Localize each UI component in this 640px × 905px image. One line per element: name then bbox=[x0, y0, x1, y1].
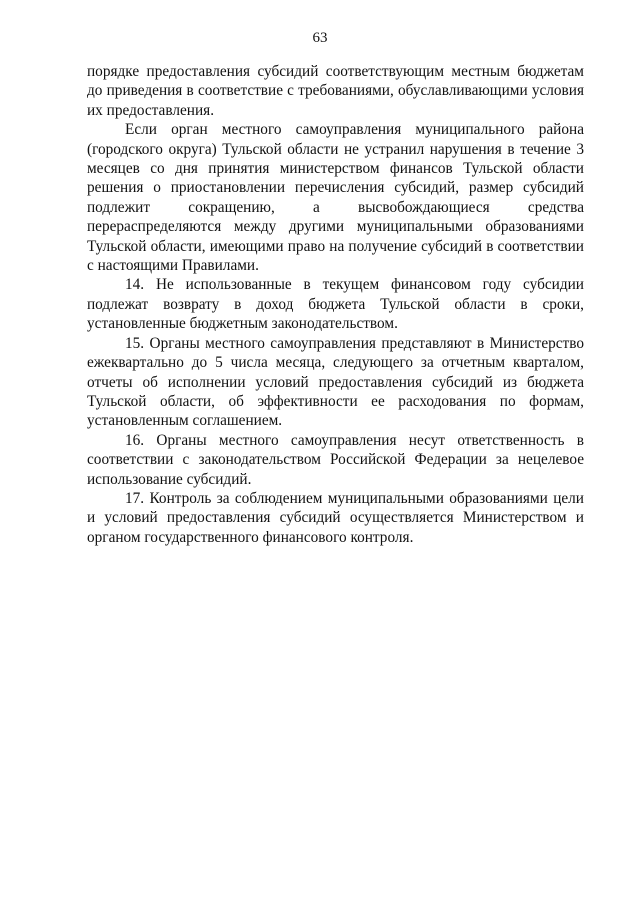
page-number: 63 bbox=[312, 30, 328, 46]
document-body bbox=[87, 62, 584, 547]
paragraph-item-17: 17. Контроль за соблюдением муниципальными образованиями цели и условий предоставления субсидий осуществляется Министерством и органом государственного финансового контроля. bbox=[87, 489, 584, 546]
paragraph-continuation: порядке предоставления субсидий соответствующим местным бюджетам до приведения в соответствие с требованиями, обуславливающими условия их предоставления. bbox=[87, 63, 584, 119]
paragraph-item-15: 15. Органы местного самоуправления представляют в Министерство ежеквартально до 5 числа месяца, следующего за отчетным кварталом, отчеты об исполнении условий предоставления субсидий из бюджета Тульской области, об эффективности ее расходования по формам, установленным соглашением. bbox=[87, 334, 584, 430]
paragraph-item-16: 16. Органы местного самоуправления несут ответственность в соответствии с законодательством Российской Федерации за нецелевое использование субсидий. bbox=[87, 431, 584, 488]
paragraph-item-14: 14. Не использованные в текущем финансовом году субсидии подлежат возврату в доход бюджета Тульской области в сроки, установленные бюджетным законодательством. bbox=[87, 276, 584, 333]
paragraph-violation-reallocation: Если орган местного самоуправления муниципального района (городского округа) Тульской области не устранил нарушения в течение 3 месяцев со дня принятия министерством финансов Тульской области решения о приостановлении перечисления субсидий, размер субсидий подлежит сокращению, а высвобождающиеся средства перераспределяются между другими муниципальными образованиями Тульской области, имеющими право на получение субсидий в соответствии с настоящими Правилами. bbox=[87, 121, 584, 275]
